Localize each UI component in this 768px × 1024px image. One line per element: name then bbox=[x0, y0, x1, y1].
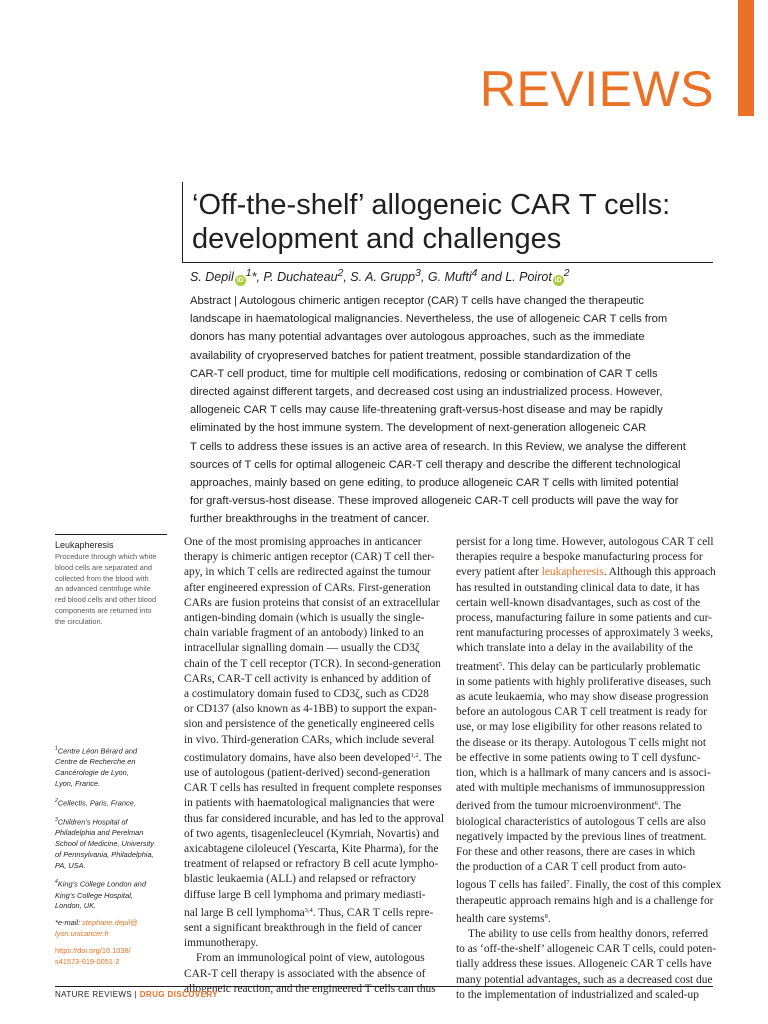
body-text: treatment bbox=[456, 660, 500, 673]
orcid-icon[interactable]: iD bbox=[236, 277, 244, 285]
author-list bbox=[190, 268, 720, 286]
body-line: persist for a long time. However, autologous CAR T cell bbox=[456, 536, 714, 548]
email-link[interactable]: stephane.depil@ bbox=[82, 918, 138, 928]
body-line: use of autologous (patient-derived) second-generation bbox=[184, 767, 431, 780]
title-line: development and challenges bbox=[192, 223, 562, 255]
body-line: or CD137 (also known as 4-1BB) to support the expan- bbox=[184, 703, 437, 716]
body-line: CARs are fusion proteins that consist of an extracellular bbox=[184, 596, 440, 609]
body-line: the disease or its therapy. Autologous T cells might not bbox=[456, 736, 707, 749]
body-line: therapy is chimeric antigen receptor (CAR) T cell ther- bbox=[184, 551, 435, 564]
author-affil-sup: 1 bbox=[245, 268, 252, 279]
body-text: . Although this approach bbox=[603, 566, 716, 579]
section-label: REVIEWS bbox=[479, 61, 714, 117]
body-line bbox=[456, 565, 716, 580]
abstract-line: for graft-versus-host disease. These improved allogeneic CAR-T cell products will pave the way for bbox=[190, 495, 679, 508]
body-line: biological characteristics of autologous T cells are also bbox=[456, 815, 706, 828]
abstract-line: T cells to address these issues is an active area of research. In this Review, we analyse the different bbox=[190, 440, 686, 453]
body-line: use, or may lose eligibility for other reasons related to bbox=[456, 721, 703, 734]
body-text: . The bbox=[418, 751, 442, 764]
body-line: sion and persistence of the genetically engineered cells bbox=[184, 718, 435, 731]
author-affil-sup: 2 bbox=[563, 268, 570, 279]
body-text: . Thus, CAR T cells repre- bbox=[312, 906, 434, 919]
body-line: sent a significant breakthrough in the field of cancer bbox=[184, 922, 422, 935]
body-column-2 bbox=[456, 535, 722, 1003]
abstract-line: allogeneic CAR T cells may cause life-threatening graft-versus-host disease and may be rapidly bbox=[190, 404, 663, 417]
body-line: From an immunological point of view, autologous bbox=[196, 952, 425, 965]
abstract-line: sources of T cells for optimal allogeneic CAR-T cell therapy and describe the different technological bbox=[190, 458, 681, 471]
abstract bbox=[190, 292, 718, 529]
abstract-line: donors has many potential advantages over autologous approaches, such as the immediate bbox=[190, 331, 645, 344]
body-line bbox=[184, 903, 444, 921]
abstract-line: Abstract | Autologous chimeric antigen receptor (CAR) T cells have changed the therapeutic bbox=[190, 295, 644, 307]
body-line: intracellular signalling domain — usually the CD3ζ bbox=[184, 642, 420, 655]
glossary-line: collected from the blood with bbox=[55, 573, 149, 583]
affiliation-line: of Pennsylvania, Philadelphia, bbox=[55, 849, 154, 859]
body-line: in vivo. Third-generation CARs, which include several bbox=[184, 733, 435, 746]
body-line: a costimulatory domain fused to CD3ζ, such as CD28 bbox=[184, 688, 429, 701]
glossary-line: an advanced centrifuge while bbox=[55, 584, 151, 594]
glossary-line: Procedure through which white bbox=[55, 552, 157, 561]
citation-ref[interactable]: 5 bbox=[499, 660, 503, 668]
body-line: has resulted in outstanding clinical data to date, it has bbox=[456, 581, 700, 594]
body-text: . bbox=[547, 912, 551, 925]
author-name: , G. Mufti bbox=[420, 270, 472, 285]
body-text: logous T cells has failed bbox=[456, 879, 567, 892]
section-accent-bar bbox=[738, 0, 754, 116]
author-name: S. Depil bbox=[190, 270, 234, 285]
abstract-line: eliminated by the host immune system. The development of next-generation allogeneic CAR bbox=[190, 422, 647, 435]
author-affil-sup: 2 bbox=[337, 268, 344, 279]
footer-divider bbox=[55, 986, 713, 987]
affiliation-line: Lyon, France. bbox=[55, 778, 101, 788]
affiliation-line: Cancérologie de Lyon, bbox=[55, 768, 129, 778]
body-line: to as ‘off-the-shelf’ allogeneic CAR T cells, could poten- bbox=[456, 943, 717, 956]
body-line: be effective in some patients owing to T cell dysfunc- bbox=[456, 751, 701, 764]
body-line: allogeneic reaction, and the engineered T cells can thus bbox=[184, 982, 436, 995]
body-line bbox=[456, 657, 716, 675]
body-line: thus far considered incurable, and has led to the approval bbox=[184, 812, 444, 825]
body-text: . This delay can be particularly problematic bbox=[502, 660, 701, 673]
doi bbox=[55, 946, 175, 968]
body-line: in patients with haematological malignancies that were bbox=[184, 797, 435, 810]
body-line: of two agents, tisagenlecleucel (Kymriah, Novartis) and bbox=[184, 827, 439, 840]
body-text: nal large B cell lymphoma bbox=[184, 906, 305, 919]
glossary-line: red blood cells and other blood bbox=[55, 595, 157, 605]
body-line: process, manufacturing failure in some patients and cur- bbox=[456, 612, 712, 625]
author-affil-sup: 3 bbox=[415, 268, 421, 279]
author-affil-sup: 4 bbox=[471, 268, 478, 279]
affiliation-line: Centre Léon Bérard and bbox=[57, 746, 138, 756]
orcid-icon[interactable]: iD bbox=[554, 277, 562, 285]
author-name: and L. Poirot bbox=[477, 270, 552, 285]
body-line: chain variable fragment of an antobody) linked to an bbox=[184, 627, 424, 640]
body-line: tially address these issues. Allogeneic CAR T cells have bbox=[456, 958, 712, 971]
body-line: CAR-T cell therapy is associated with the absence of bbox=[184, 967, 426, 980]
abstract-line: availability of cryopreserved batches for patient treatment, possible standardization of the bbox=[190, 349, 631, 362]
body-line bbox=[456, 909, 716, 927]
citation-ref[interactable]: 7 bbox=[566, 879, 570, 887]
affiliation-line: Children’s Hospital of bbox=[57, 817, 128, 827]
affiliation-line: Cellectis, Paris, France. bbox=[57, 798, 136, 808]
citation-ref[interactable]: 3,4 bbox=[304, 906, 313, 914]
doi-link[interactable]: https://doi.org/10.1038/ bbox=[55, 945, 131, 955]
abstract-line: approaches, mainly based on gene editing, to produce allogeneic CAR T cells with limited potential bbox=[190, 477, 679, 490]
body-line bbox=[184, 748, 444, 766]
affiliation bbox=[55, 744, 175, 790]
body-column-1 bbox=[184, 535, 444, 997]
glossary-line: the circulation. bbox=[55, 616, 103, 626]
body-line: therapeutic approach remains high and is a challenge for bbox=[456, 894, 714, 907]
abstract-line: landscape in haematological malignancies. Nevertheless, the use of allogeneic CAR T cells from bbox=[190, 313, 668, 326]
affiliation-line: London, UK. bbox=[55, 901, 97, 911]
author-name: , P. Duchateau bbox=[256, 270, 338, 285]
body-line: antigen-binding domain (which is usually the single- bbox=[184, 612, 425, 625]
body-line: One of the most promising approaches in anticancer bbox=[184, 536, 422, 548]
affiliation-sup: 4 bbox=[55, 879, 58, 886]
affiliation-sup: 1 bbox=[55, 746, 58, 752]
body-text: costimulatory domains, have also been developed bbox=[184, 751, 411, 764]
affiliation-sup: 3 bbox=[55, 816, 58, 823]
affiliation-line: PA, USA. bbox=[55, 860, 86, 870]
body-text: . Finally, the cost of this complex bbox=[569, 879, 722, 892]
body-line: diffuse large B cell lymphoma and primary mediasti- bbox=[184, 888, 426, 901]
body-line: ated with multiple mechanisms of immunosuppression bbox=[456, 782, 705, 795]
body-line: certain well-known disadvantages, such as cost of the bbox=[456, 596, 701, 609]
affiliation-line: School of Medicine, University bbox=[55, 838, 154, 848]
body-line: apy, in which T cells are redirected against the tumour bbox=[184, 566, 431, 579]
body-text: every patient after bbox=[456, 566, 542, 579]
affiliation bbox=[55, 815, 175, 871]
body-line: to the implementation of industrialized and scaled-up bbox=[456, 988, 699, 1001]
footer-separator: | bbox=[132, 990, 140, 999]
abstract-line: directed against different targets, and decreased cost using an industrialized process. However, bbox=[190, 386, 663, 399]
email-link[interactable]: lyon.unicancer.fr bbox=[55, 929, 109, 939]
body-line: in some patients with highly proliferative diseases, such bbox=[456, 675, 711, 688]
body-text: health care systems bbox=[456, 912, 545, 925]
affiliation-line: King’s College London and bbox=[57, 879, 146, 889]
body-line bbox=[456, 796, 716, 814]
body-line: chain of the T cell receptor (TCR). In second-generation bbox=[184, 657, 441, 670]
body-line: treatment of relapsed or refractory B cell acute lympho- bbox=[184, 858, 439, 871]
citation-ref[interactable]: 1,2 bbox=[410, 751, 419, 759]
journal-name: NATURE REVIEWS bbox=[55, 990, 133, 999]
citation-ref[interactable]: 6 bbox=[654, 800, 658, 808]
title-line: ‘Off-the-shelf’ allogeneic CAR T cells: bbox=[192, 189, 671, 221]
body-line: CAR T cells has resulted in frequent complete responses bbox=[184, 782, 442, 795]
body-line: many potential advantages, such as a decreased cost due bbox=[456, 973, 713, 986]
correspondence bbox=[55, 918, 175, 940]
body-line: The ability to use cells from healthy donors, referred bbox=[468, 928, 709, 941]
email-label: *e-mail: bbox=[55, 918, 83, 928]
affiliation-line: Philadelphia and Perelman bbox=[55, 828, 144, 838]
page-footer bbox=[55, 990, 218, 999]
body-line bbox=[456, 875, 722, 893]
body-line: which translate into a delay in the availability of the bbox=[456, 642, 693, 655]
article-title bbox=[192, 188, 712, 256]
author-name: , S. A. Grupp bbox=[343, 270, 416, 285]
body-line: as acute leukaemia, who may show disease progression bbox=[456, 691, 709, 704]
affiliation-sup: 2 bbox=[55, 797, 58, 804]
body-line: CARs, CAR-T cell activity is enhanced by addition of bbox=[184, 672, 431, 685]
glossary-link[interactable]: leukapheresis bbox=[541, 566, 604, 579]
body-line: axicabtagene ciloleucel (Yescarta, Kite Pharma), for the bbox=[184, 843, 439, 856]
glossary-line: components are returned into bbox=[55, 605, 152, 615]
abstract-line: further breakthroughs in the treatment of cancer. bbox=[190, 513, 430, 526]
glossary-line: blood cells are separated and bbox=[55, 562, 152, 572]
affiliation bbox=[55, 877, 175, 912]
glossary-term: Leukapheresis bbox=[55, 540, 114, 550]
body-line: the production of a CAR T cell product from auto- bbox=[456, 861, 687, 874]
body-line: rent manufacturing processes of approximately 3 weeks, bbox=[456, 627, 714, 640]
affiliations bbox=[55, 744, 175, 973]
doi-link[interactable]: s41573-019-0051-2 bbox=[55, 956, 120, 966]
body-line: For these and other reasons, there are cases in which bbox=[456, 846, 696, 859]
body-line: blastic leukaemia (ALL) and relapsed or refractory bbox=[184, 873, 417, 886]
affiliation-line: Centre de Recherche en bbox=[55, 757, 136, 767]
body-line: immunotherapy. bbox=[184, 937, 259, 950]
affiliation-line: King’s College Hospital, bbox=[55, 890, 133, 900]
body-line: before an autologous CAR T cell treatment is ready for bbox=[456, 706, 708, 719]
body-text: . The bbox=[657, 800, 682, 813]
body-line: negatively impacted by the previous lines of treatment. bbox=[456, 830, 707, 843]
sidebar-divider bbox=[55, 534, 167, 535]
abstract-line: CAR-T cell product, time for multiple cell modifications, redosing or combination of CAR T cells bbox=[190, 367, 658, 380]
body-line: tion, which is a hallmark of many cancers and is associ- bbox=[456, 767, 711, 780]
journal-section: DRUG DISCOVERY bbox=[139, 990, 218, 999]
glossary-definition bbox=[55, 552, 173, 628]
body-line: after engineered expression of CARs. First-generation bbox=[184, 581, 431, 594]
affiliation bbox=[55, 796, 175, 809]
citation-ref[interactable]: 8 bbox=[544, 912, 548, 920]
body-line: therapies require a bespoke manufacturing process for bbox=[456, 551, 703, 564]
corresponding-mark: * bbox=[251, 270, 257, 285]
body-text: derived from the tumour microenvironment bbox=[456, 800, 655, 813]
